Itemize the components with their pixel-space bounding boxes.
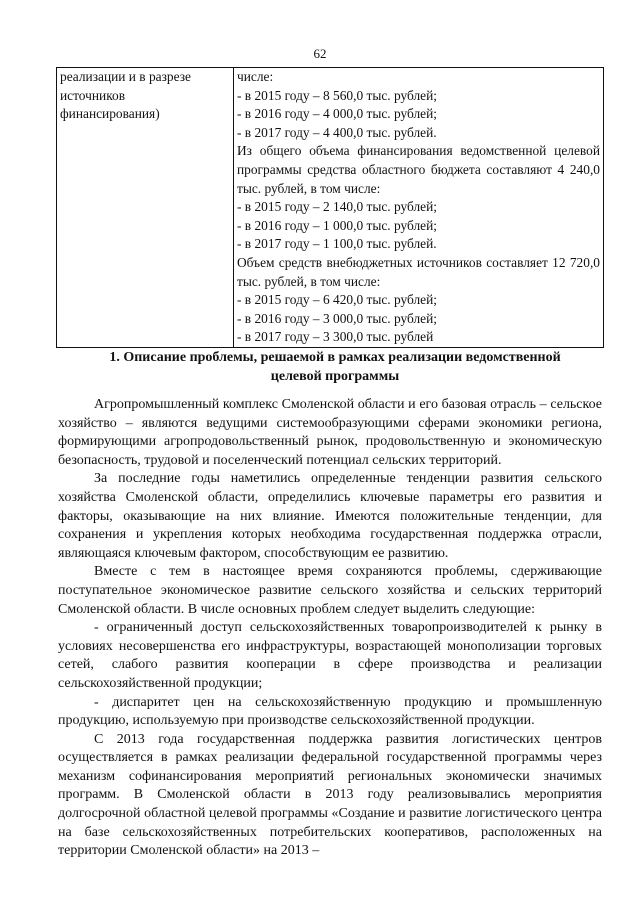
page-number: 62	[313, 46, 327, 61]
paragraph: - ограниченный доступ сельскохозяйственных товаропроизводителей к рынку в условиях несовершенства его инфраструктуры, возрастающей монополизации торговых сетей, слабого развития кооперации в сфере производства и реализации сельскохозяйственной продукции;	[58, 620, 602, 691]
table-right-cell	[234, 68, 604, 348]
left-cell-line: источников	[60, 87, 126, 103]
right-cell-line: Из общего объема финансирования ведомственной целевой программы средства областного бюджета составляют 4 240,0 тыс. рублей, в том числе:	[237, 143, 600, 196]
paragraph: Вместе с тем в настоящее время сохраняются проблемы, сдерживающие поступательное экономическое развитие сельского хозяйства и сельских территорий Смоленской области. В числе основных проблем следует выделить следующие:	[58, 564, 602, 617]
section-heading: 1. Описание проблемы, решаемой в рамках реализации ведомственной целевой программы	[109, 350, 561, 384]
financing-table	[56, 67, 604, 348]
right-cell-line: - в 2016 году – 1 000,0 тыс. рублей;	[237, 217, 438, 233]
left-cell-line: реализации и в разрезе	[60, 69, 191, 84]
right-cell-line: - в 2015 году – 8 560,0 тыс. рублей;	[237, 87, 438, 103]
right-cell-line: - в 2016 году – 4 000,0 тыс. рублей;	[237, 106, 438, 122]
right-cell-line: - в 2015 году – 2 140,0 тыс. рублей;	[237, 199, 438, 215]
paragraph: С 2013 года государственная поддержка развития логистических центров осуществляется в рамках реализации федеральной государственной программы через механизм софинансирования мероприятий региональных экономически значимых программ. В Смоленской области в 2013 году реализовывались мероприятия долгосрочной областной целевой программы «Создание и развитие логистического центра на базе сельскохозяйственных потребительских кооперативов, расположенных на территории Смоленской области» на 2013 –	[58, 731, 602, 859]
right-cell-line: - в 2017 году – 3 300,0 тыс. рублей	[237, 329, 434, 345]
right-cell-line: числе:	[237, 69, 274, 84]
table-left-cell	[57, 68, 234, 348]
left-cell-line: финансирования)	[60, 106, 160, 122]
right-cell-line: Объем средств внебюджетных источников составляет 12 720,0 тыс. рублей, в том числе:	[237, 254, 600, 289]
right-cell-line: - в 2017 году – 4 400,0 тыс. рублей.	[237, 124, 437, 140]
paragraph: Агропромышленный комплекс Смоленской области и его базовая отрасль – сельское хозяйство – являются ведущими системообразующими сферами экономики региона, формирующими агропродовольственный рынок, продовольственную и экономическую безопасность, трудовой и поселенческий потенциал сельских территорий.	[58, 397, 602, 468]
paragraph: - диспаритет цен на сельскохозяйственную продукцию и промышленную продукцию, используемую при производстве сельскохозяйственной продукции.	[58, 694, 602, 729]
paragraph: За последние годы наметились определенные тенденции развития сельского хозяйства Смоленской области, определились ключевые параметры его развития и факторы, оказывающие на них влияние. Имеются положительные тенденции, для сохранения и укрепления которых необходима государственная поддержка отрасли, являющаяся ключевым фактором, способствующим ее развитию.	[58, 471, 602, 561]
table-row	[57, 68, 604, 348]
right-cell-line: - в 2015 году – 6 420,0 тыс. рублей;	[237, 292, 438, 308]
right-cell-line: - в 2016 году – 3 000,0 тыс. рублей;	[237, 310, 438, 326]
body-text	[58, 396, 602, 861]
right-cell-line: - в 2017 году – 1 100,0 тыс. рублей.	[237, 236, 437, 252]
